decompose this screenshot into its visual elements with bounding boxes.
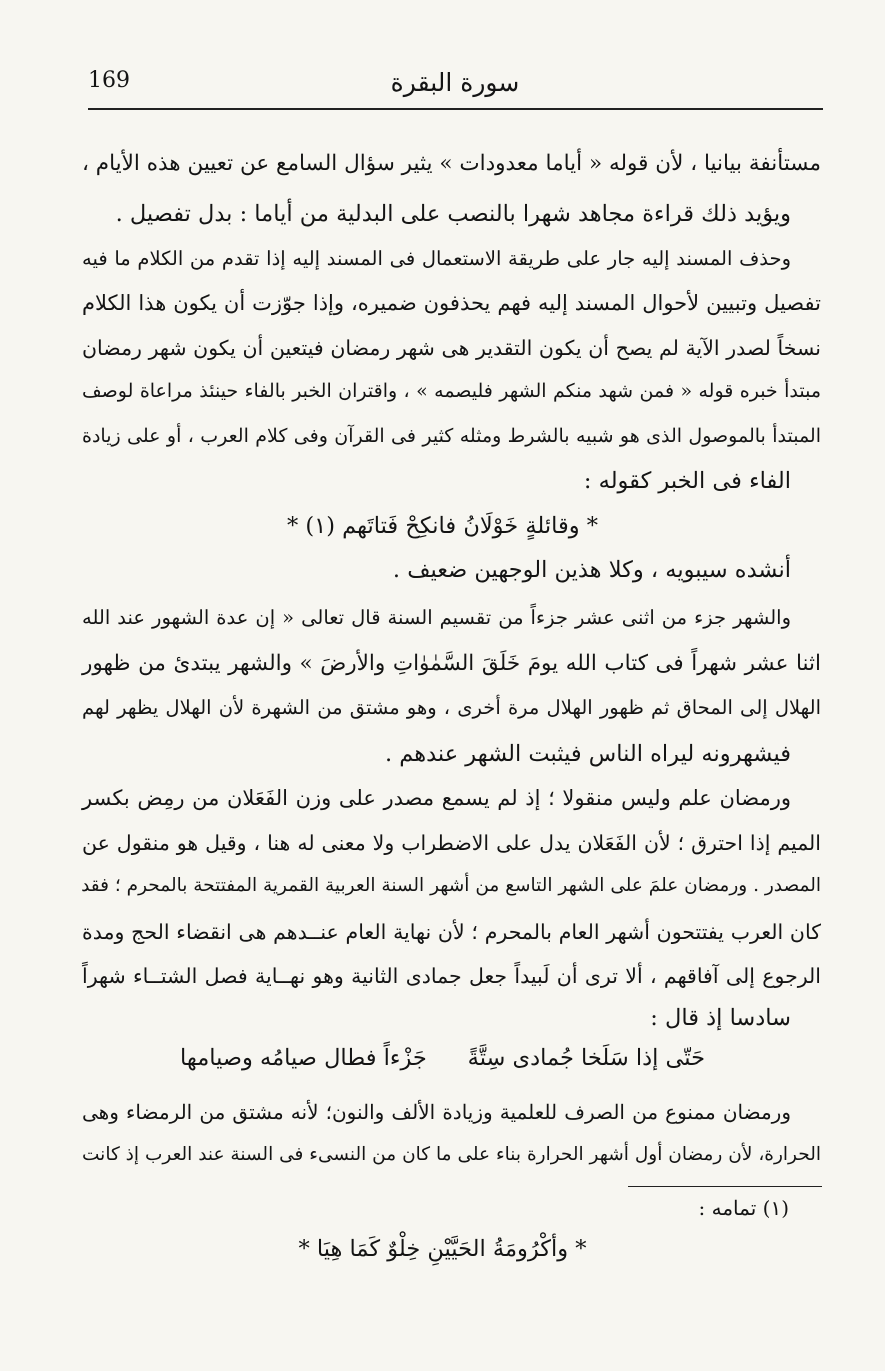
poetry-hemistich-second: جَزْءاً فطال صيامُه وصيامها [180,1045,427,1071]
footnote-rule [628,1186,822,1187]
text-line: الميم إذا احترق ؛ لأن الفَعَلان يدل على الاضطراب ولا معنى له هنا ، وقيل هو منقول عن [82,831,821,855]
text-line: الفاء فى الخبر كقوله : [583,468,791,494]
poetry-hemistich-first: حَتّى إذا سَلَخا جُمادى سِتَّةً [467,1045,705,1071]
text-line: المصدر . ورمضان علمَ على الشهر التاسع من أشهر السنة العربية القمرية المفتتحة بالمحرم ؛ فقد [81,875,821,896]
paragraph-start-line: وحذف المسند إليه جار على طريقة الاستعمال فى المسند إليه إذا تقدم من الكلام ما فيه [82,247,791,270]
text-line: ويؤيد ذلك قراءة مجاهد شهرا بالنصب على البدلية من أياما : بدل تفصيل . [115,201,791,227]
paragraph-start-line: والشهر جزء من اثنى عشر جزءاً من تقسيم السنة قال تعالى « إن عدة الشهور عند الله [82,606,791,629]
text-line: فيشهرونه ليراه الناس فيثبت الشهر عندهم . [384,741,791,767]
surah-title: سورة البقرة [390,68,520,97]
page-header [88,62,822,108]
poetry-couplet [180,1047,705,1070]
text-line: نسخاً لصدر الآية لم يصح أن يكون التقدير هى شهر رمضان فيتعين أن يكون شهر رمضان [82,336,821,360]
text-line: كان العرب يفتتحون أشهر العام بالمحرم ؛ لأن نهاية العام عنــدهم هى انقضاء الحج ومدة [82,920,821,944]
text-line: أنشده سيبويه ، وكلا هذين الوجهين ضعيف . [392,557,791,583]
text-line: الحرارة، لأن رمضان أول أشهر الحرارة بناء على ما كان من النسىء فى السنة عند العرب إذ كانت [82,1144,821,1165]
text-line: مبتدأ خبره قوله « فمن شهد منكم الشهر فليصمه » ، واقتران الخبر بالفاء حينئذ مراعاة لوصف [82,380,821,402]
text-line: تفصيل وتبيين لأحوال المسند إليه فهم يحذفون ضميره، وإذا جوّزت أن يكون هذا الكلام [82,291,821,315]
text-line: المبتدأ بالموصول الذى هو شبيه بالشرط ومثله كثير فى القرآن وفى كلام العرب ، أو على زيادة [82,425,821,447]
footnote-label: (١) تمامه : [698,1196,789,1220]
text-line: مستأنفة بيانيا ، لأن قوله « أياما معدودات » يثير سؤال السامع عن تعيين هذه الأيام ، [82,151,821,176]
poetry-verse: * وقائلةٍ خَوْلَانُ فانكِحْ فَتاتَهم (١) * [286,513,599,539]
footnote-verse: * وأكْرُومَةُ الحَيَّيْنِ خِلْوٌ كَمَا هِيَا * [298,1236,587,1262]
paragraph-start-line: ورمضان ممنوع من الصرف للعلمية وزيادة الألف والنون؛ لأنه مشتق من الرمضاء وهى [82,1100,791,1124]
text-line: الرجوع إلى آفاقهم ، ألا ترى أن لَبيداً جعل جمادى الثانية وهو نهــاية فصل الشتــاء شهراً [82,964,821,988]
paragraph-start-line: ورمضان علم وليس منقولا ؛ إذ لم يسمع مصدر على وزن الفَعَلان من رمِض بكسر [82,786,791,810]
text-line: سادسا إذ قال : [650,1005,791,1031]
text-line: الهلال إلى المحاق ثم ظهور الهلال مرة أخرى ، وهو مشتق من الشهرة لأن الهلال يظهر لهم [82,696,821,719]
header-rule [88,108,823,110]
page-number: 169 [88,68,130,93]
text-line: اثنا عشر شهراً فى كتاب الله يومَ خَلَقَ السَّمٰوٰاتِ والأرضَ » والشهر يبتدئ من ظهور [82,651,821,676]
